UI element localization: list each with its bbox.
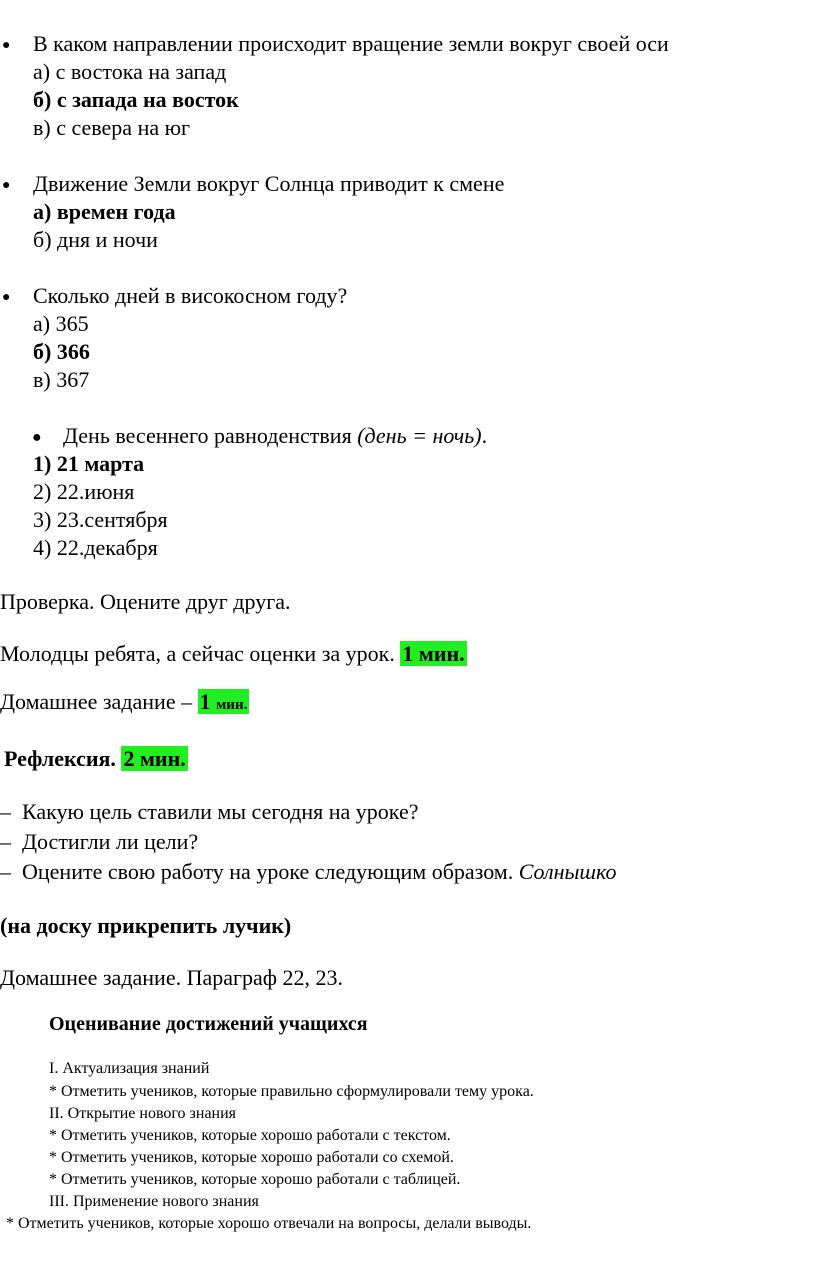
question-2-text: Движение Земли вокруг Солнца приводит к смене: [33, 171, 505, 196]
assessment-line: II. Открытие нового знания: [49, 1105, 237, 1122]
reflection-item: – Достигли ли цели?: [0, 829, 199, 854]
assessment-line: * Отметить учеников, которые хорошо работали со схемой.: [49, 1149, 454, 1166]
bullet-icon: ●: [2, 178, 11, 193]
question-3-text: Сколько дней в високосном году?: [33, 283, 348, 308]
assessment-line: * Отметить учеников, которые хорошо отвечали на вопросы, делали выводы.: [6, 1215, 532, 1232]
time-badge: 2 мин.: [123, 746, 186, 771]
question-3-option-c: в) 367: [33, 367, 90, 392]
check-line: Проверка. Оцените друг друга.: [0, 589, 291, 614]
assessment-line: * Отметить учеников, которые хорошо работали с текстом.: [49, 1127, 451, 1144]
reflection-heading: Рефлексия. 2 мин.: [4, 746, 186, 771]
assessment-line: III. Применение нового знания: [49, 1193, 259, 1210]
reflection-item: – Оцените свою работу на уроке следующим образом. Солнышко: [0, 859, 617, 884]
homework-time-line: Домашнее задание – 1 мин.: [0, 689, 248, 714]
bullet-icon: ●: [2, 290, 11, 305]
board-instruction: (на доску прикрепить лучик): [0, 913, 292, 938]
question-4-option-3: 3) 23.сентября: [33, 507, 168, 532]
question-3-option-b: б) 366: [33, 339, 90, 364]
question-1-option-c: в) с севера на юг: [33, 115, 191, 140]
question-1-option-a: а) с востока на запад: [33, 59, 227, 84]
question-1-option-b: б) с запада на восток: [33, 87, 239, 112]
question-2-option-a: а) времен года: [33, 199, 176, 224]
assessment-title: Оценивание достижений учащихся: [49, 1013, 368, 1035]
question-4-option-1: 1) 21 марта: [33, 451, 145, 476]
bullet-icon: ●: [32, 429, 42, 446]
homework-line: Домашнее задание. Параграф 22, 23.: [0, 965, 344, 990]
question-1-text: В каком направлении происходит вращение земли вокруг своей оси: [33, 31, 669, 56]
assessment-line: * Отметить учеников, которые хорошо работали с таблицей.: [49, 1171, 461, 1188]
question-4-text: День весеннего равноденствия (день = ночь).: [63, 423, 488, 448]
question-3-option-a: а) 365: [33, 311, 89, 336]
bullet-icon: ●: [2, 38, 11, 53]
time-badge: 1 мин.: [402, 641, 465, 666]
question-2-option-b: б) дня и ночи: [33, 227, 158, 252]
grades-line: Молодцы ребята, а сейчас оценки за урок. 1 мин.: [0, 641, 465, 666]
time-badge: 1 мин.: [199, 689, 248, 714]
reflection-item: – Какую цель ставили мы сегодня на уроке?: [0, 799, 419, 824]
assessment-line: I. Актуализация знаний: [49, 1060, 210, 1077]
assessment-line: * Отметить учеников, которые правильно сформулировали тему урока.: [49, 1083, 534, 1100]
question-4-option-2: 2) 22.июня: [33, 479, 135, 504]
question-4-option-4: 4) 22.декабря: [33, 535, 158, 560]
